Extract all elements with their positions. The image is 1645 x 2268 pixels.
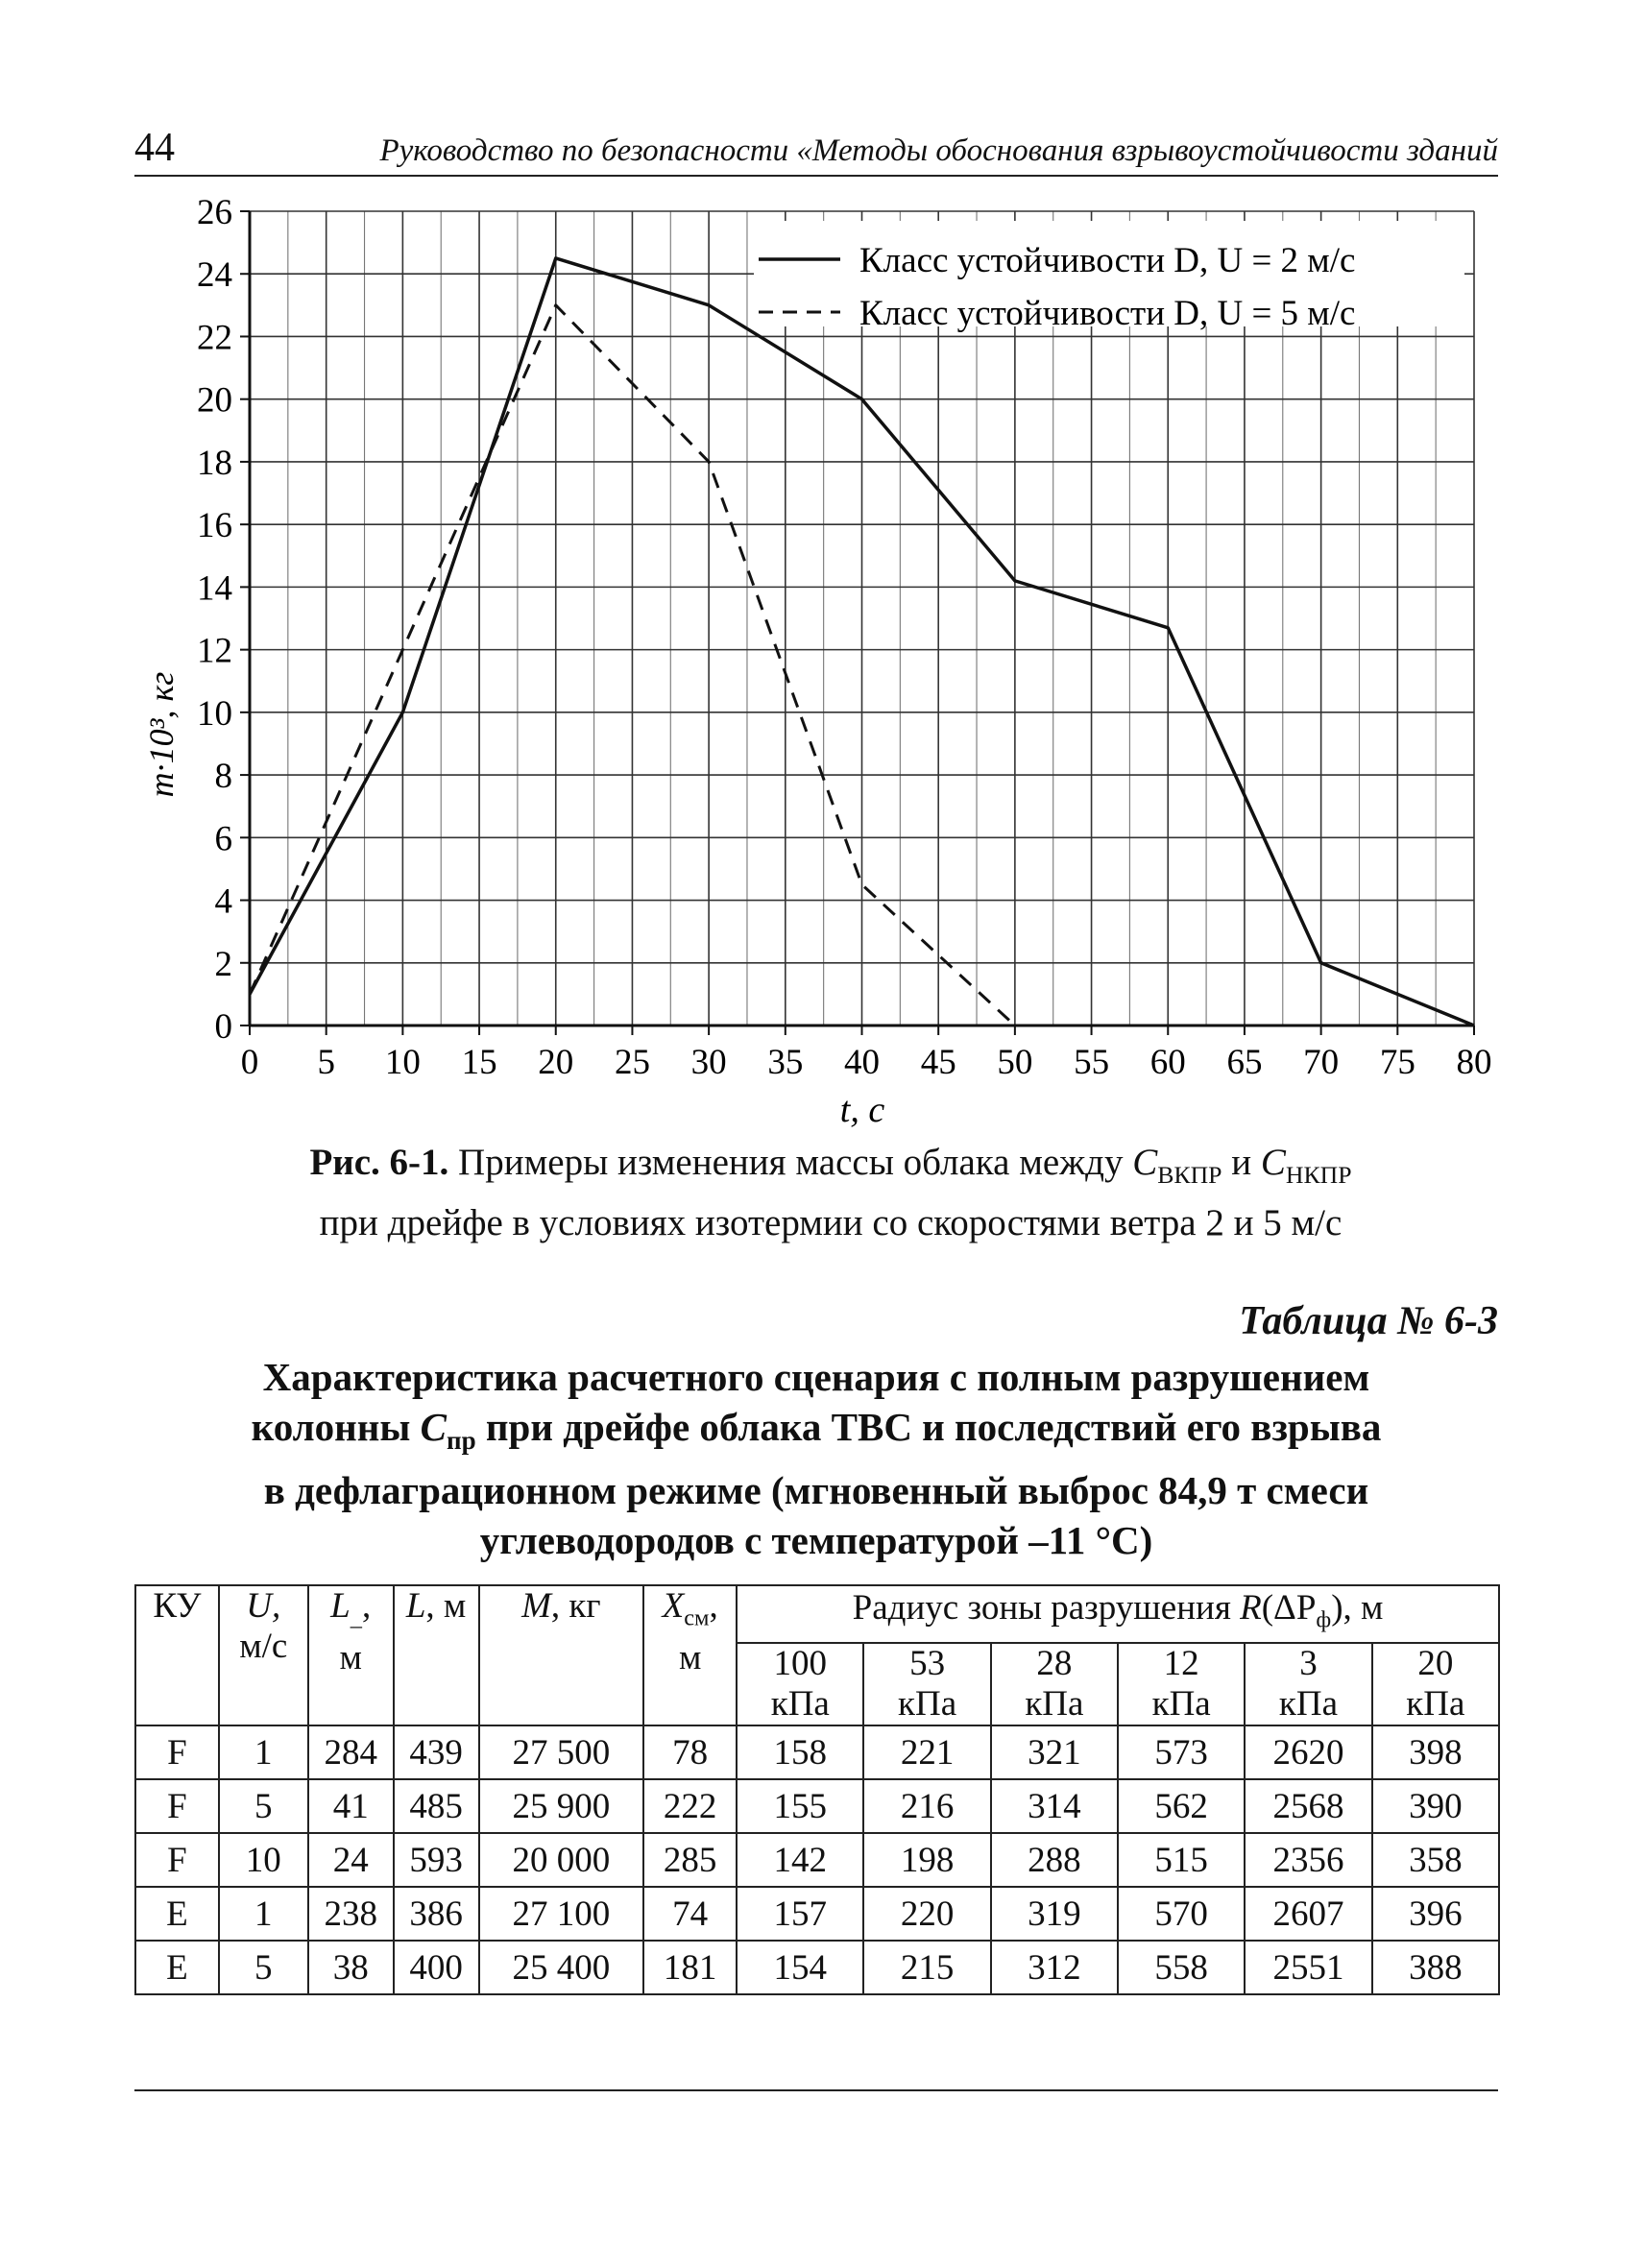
y-tick-label: 26 [197,193,232,232]
table-row: F 5 41 485 25 900 222 155 216 314 562 2568 390 [135,1779,1499,1833]
x-tick-label: 10 [384,1043,421,1082]
figure-caption [163,1139,1498,1247]
header-l: L, м [394,1585,479,1725]
y-tick-label: 22 [197,318,232,358]
header-pressure: 12 кПа [1118,1643,1245,1725]
caption-label: Рис. 6-1. [309,1142,449,1183]
x-tick-label: 5 [317,1043,335,1082]
x-tick-label: 70 [1303,1043,1340,1082]
table-number: Таблица № 6-3 [1239,1299,1498,1343]
y-tick-label: 24 [197,255,232,296]
table-row: F 1 284 439 27 500 78 158 221 321 573 2620 398 [135,1725,1499,1779]
legend-label-u5: Класс устойчивости D, U = 5 м/с [859,294,1356,333]
legend-label-u2: Класс устойчивости D, U = 2 м/с [859,241,1356,280]
x-axis-label: t, c [839,1090,885,1130]
y-tick-label: 8 [214,757,232,797]
header-m: M, кг [479,1585,644,1725]
x-tick-label: 60 [1149,1043,1186,1082]
page-number: 44 [134,126,175,170]
header-pressure: 53 кПа [863,1643,990,1725]
x-tick-label: 0 [240,1043,259,1082]
y-tick-label: 0 [214,1007,232,1047]
y-tick-label: 18 [197,443,232,483]
x-tick-label: 30 [690,1043,727,1082]
y-tick-label: 14 [197,568,232,609]
table-row: F 10 24 593 20 000 285 142 198 288 515 2356 358 [135,1833,1499,1887]
header-pressure: 100 кПа [737,1643,863,1725]
header-pressure: 28 кПа [991,1643,1118,1725]
x-tick-label: 20 [538,1043,574,1082]
y-tick-labels [197,193,250,1047]
header-u: U, м/с [219,1585,308,1725]
x-tick-label: 50 [997,1043,1033,1082]
chart-legend [754,221,1464,333]
x-tick-label: 80 [1456,1043,1492,1082]
header-ky: КУ [135,1585,219,1725]
caption-line-1: Рис. 6-1. Примеры изменения массы облака между $C_{ВКПР}$ и $C_{НКПР}$ [309,1142,1352,1189]
x-tick-labels [241,1025,1492,1082]
x-tick-label: 35 [767,1043,804,1082]
y-tick-label: 20 [197,380,232,421]
y-tick-label: 2 [214,944,232,984]
y-tick-label: 4 [214,881,232,922]
y-axis-label: m·10³, кг [142,671,181,798]
header-lminus: $L_{\_}$, м [308,1585,394,1725]
x-tick-label: 40 [844,1043,880,1082]
y-tick-label: 6 [214,819,232,859]
y-tick-label: 12 [197,631,232,671]
page-header [134,121,1498,177]
x-tick-label: 15 [461,1043,497,1082]
caption-line-2: при дрейфе в условиях изотермии со скоростями ветра 2 и 5 м/с [319,1201,1343,1243]
x-tick-label: 65 [1226,1043,1263,1082]
x-tick-label: 45 [920,1043,956,1082]
header-radius: Радиус зоны разрушения $R(\Delta P_ф)$, м [737,1585,1499,1643]
page-bottom-rule [134,2089,1498,2091]
x-tick-label: 25 [614,1043,650,1082]
x-tick-label: 55 [1074,1043,1110,1082]
table-row: E 1 238 386 27 100 74 157 220 319 570 2607 396 [135,1887,1499,1941]
y-tick-label: 10 [197,693,232,734]
header-xcm: $X_{см}$, м [643,1585,737,1725]
x-tick-label: 75 [1379,1043,1415,1082]
y-tick-label: 16 [197,506,232,546]
mass-change-chart [134,192,1517,1143]
table-title: Характеристика расчетного сценария с полным разрушением колонны $C_{пр}$ при дрейфе облака ТВС и последствий его взрыва в дефлаграционном режиме (мгновенный выброс 84,9 т смеси углеводородов с температурой –11 °С) [251,1355,1382,1563]
table-row: E 5 38 400 25 400 181 154 215 312 558 2551 388 [135,1941,1499,1994]
running-title: Руководство по безопасности «Методы обоснования взрывоустойчивости зданий [379,133,1498,168]
header-pressure: 3 кПа [1245,1643,1371,1725]
header-pressure: 20 кПа [1372,1643,1499,1725]
scenario-table [134,1584,1500,1995]
